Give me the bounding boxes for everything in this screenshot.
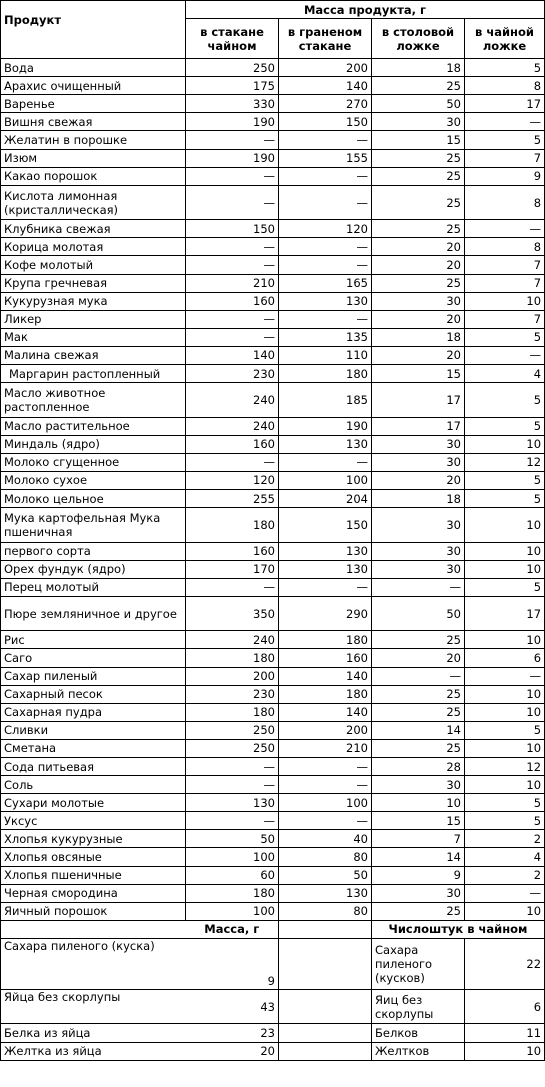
product-name-cell: Желатин в порошке: [1, 131, 186, 149]
tablespoon-cell: 18: [372, 489, 465, 507]
faceted-glass-cell: 140: [279, 77, 372, 95]
product-name-cell: Сахарная пудра: [1, 703, 186, 721]
tea-glass-cell: 160: [186, 292, 279, 310]
tablespoon-cell: —: [372, 578, 465, 596]
teaspoon-cell: 10: [465, 508, 545, 543]
tablespoon-cell: 10: [372, 794, 465, 812]
tea-glass-cell: —: [186, 185, 279, 220]
product-name-cell: Кислота лимонная (кристаллическая): [1, 185, 186, 220]
table-row: [1, 471, 545, 489]
product-name-cell: Молоко цельное: [1, 489, 186, 507]
piece-mass: 23: [186, 1024, 279, 1042]
faceted-glass-cell: 290: [279, 596, 372, 631]
teaspoon-cell: 5: [465, 471, 545, 489]
faceted-glass-cell: 40: [279, 830, 372, 848]
tablespoon-cell: —: [372, 667, 465, 685]
tablespoon-cell: 50: [372, 596, 465, 631]
faceted-glass-cell: 120: [279, 220, 372, 238]
faceted-glass-cell: 130: [279, 542, 372, 560]
faceted-glass-cell: 180: [279, 685, 372, 703]
tea-glass-cell: 240: [186, 417, 279, 435]
table-row: [1, 560, 545, 578]
piece-mass: 9: [186, 938, 279, 989]
tablespoon-cell: 25: [372, 167, 465, 185]
product-name-cell: Соль: [1, 776, 186, 794]
piece-count: 6: [465, 989, 545, 1024]
tea-glass-cell: —: [186, 167, 279, 185]
tea-glass-cell: —: [186, 758, 279, 776]
faceted-glass-cell: —: [279, 131, 372, 149]
pieces-blank: [1, 920, 186, 938]
piece-name: Яйца без скорлупы: [1, 989, 186, 1024]
tablespoon-cell: 30: [372, 508, 465, 543]
tablespoon-cell: 7: [372, 830, 465, 848]
tablespoon-cell: 25: [372, 149, 465, 167]
table-row: [1, 417, 545, 435]
table-row: [1, 435, 545, 453]
teaspoon-cell: 5: [465, 794, 545, 812]
teaspoon-cell: 5: [465, 328, 545, 346]
teaspoon-cell: 4: [465, 848, 545, 866]
tablespoon-cell: 20: [372, 256, 465, 274]
tea-glass-cell: —: [186, 453, 279, 471]
tea-glass-cell: 180: [186, 649, 279, 667]
product-name-cell: Хлопья пшеничные: [1, 866, 186, 884]
table-row: [1, 113, 545, 131]
teaspoon-cell: 5: [465, 417, 545, 435]
product-name-cell: Сметана: [1, 739, 186, 757]
tablespoon-cell: 25: [372, 685, 465, 703]
teaspoon-cell: 10: [465, 739, 545, 757]
faceted-glass-cell: 185: [279, 383, 372, 418]
column-header-tea-glass: в стакане чайном: [186, 19, 279, 59]
table-row: [1, 256, 545, 274]
tea-glass-cell: —: [186, 238, 279, 256]
tablespoon-cell: 25: [372, 703, 465, 721]
tea-glass-cell: 130: [186, 794, 279, 812]
table-row: [1, 185, 545, 220]
tablespoon-cell: 17: [372, 417, 465, 435]
tea-glass-cell: 240: [186, 631, 279, 649]
table-row: [1, 596, 545, 631]
product-name-cell: Клубника свежая: [1, 220, 186, 238]
tablespoon-cell: 17: [372, 383, 465, 418]
faceted-glass-cell: 80: [279, 848, 372, 866]
teaspoon-cell: 17: [465, 95, 545, 113]
tea-glass-cell: 190: [186, 113, 279, 131]
faceted-glass-cell: 200: [279, 721, 372, 739]
tea-glass-cell: 240: [186, 383, 279, 418]
table-row: [1, 631, 545, 649]
faceted-glass-cell: 135: [279, 328, 372, 346]
tea-glass-cell: —: [186, 131, 279, 149]
faceted-glass-cell: 110: [279, 346, 372, 364]
piece-name: Желтка из яйца: [1, 1042, 186, 1060]
product-name-cell: Сливки: [1, 721, 186, 739]
faceted-glass-cell: 165: [279, 274, 372, 292]
tablespoon-cell: 15: [372, 812, 465, 830]
pieces-spacer: [279, 938, 372, 989]
product-name-cell: Масло животное растопленное: [1, 383, 186, 418]
table-row: [1, 365, 545, 383]
teaspoon-cell: 7: [465, 149, 545, 167]
teaspoon-cell: 7: [465, 310, 545, 328]
table-row: [1, 508, 545, 543]
tea-glass-cell: 230: [186, 685, 279, 703]
table-row: [1, 649, 545, 667]
faceted-glass-cell: —: [279, 256, 372, 274]
product-name-cell: Уксус: [1, 812, 186, 830]
faceted-glass-cell: 80: [279, 902, 372, 920]
teaspoon-cell: 5: [465, 721, 545, 739]
tea-glass-cell: 175: [186, 77, 279, 95]
teaspoon-cell: 5: [465, 578, 545, 596]
tea-glass-cell: 210: [186, 274, 279, 292]
faceted-glass-cell: 160: [279, 649, 372, 667]
table-row: [1, 902, 545, 920]
tea-glass-cell: 140: [186, 346, 279, 364]
faceted-glass-cell: 210: [279, 739, 372, 757]
faceted-glass-cell: —: [279, 185, 372, 220]
faceted-glass-cell: 190: [279, 417, 372, 435]
faceted-glass-cell: 155: [279, 149, 372, 167]
table-row: [1, 830, 545, 848]
piece-count-name: Яиц без скорлупы: [372, 989, 465, 1024]
faceted-glass-cell: 140: [279, 667, 372, 685]
tablespoon-cell: 30: [372, 776, 465, 794]
tablespoon-cell: 30: [372, 884, 465, 902]
piece-mass: 43: [186, 989, 279, 1024]
table-row: [1, 884, 545, 902]
tablespoon-cell: 25: [372, 274, 465, 292]
tea-glass-cell: 350: [186, 596, 279, 631]
product-name-cell: Кофе молотый: [1, 256, 186, 274]
teaspoon-cell: 7: [465, 256, 545, 274]
product-name-cell: Черная смородина: [1, 884, 186, 902]
teaspoon-cell: —: [465, 220, 545, 238]
faceted-glass-cell: 150: [279, 113, 372, 131]
teaspoon-cell: 2: [465, 830, 545, 848]
tablespoon-cell: 25: [372, 185, 465, 220]
faceted-glass-cell: 130: [279, 435, 372, 453]
teaspoon-cell: 7: [465, 274, 545, 292]
teaspoon-cell: 9: [465, 167, 545, 185]
table-row: [1, 848, 545, 866]
table-row: [1, 274, 545, 292]
table-row: [1, 776, 545, 794]
table-row: [1, 489, 545, 507]
tea-glass-cell: 180: [186, 884, 279, 902]
faceted-glass-cell: 180: [279, 365, 372, 383]
piece-count-name: Белков: [372, 1024, 465, 1042]
teaspoon-cell: 8: [465, 238, 545, 256]
product-name-cell: Сода питьевая: [1, 758, 186, 776]
product-name-cell: Малина свежая: [1, 346, 186, 364]
table-row: [1, 167, 545, 185]
teaspoon-cell: 5: [465, 812, 545, 830]
product-name-cell: Арахис очищенный: [1, 77, 186, 95]
tea-glass-cell: 250: [186, 59, 279, 77]
tea-glass-cell: 160: [186, 542, 279, 560]
faceted-glass-cell: —: [279, 578, 372, 596]
tea-glass-cell: —: [186, 776, 279, 794]
faceted-glass-cell: 130: [279, 884, 372, 902]
tea-glass-cell: 60: [186, 866, 279, 884]
product-name-cell: Вишня свежая: [1, 113, 186, 131]
teaspoon-cell: 10: [465, 902, 545, 920]
tablespoon-cell: 30: [372, 453, 465, 471]
product-name-cell: Масло растительное: [1, 417, 186, 435]
pieces-spacer: [279, 989, 372, 1024]
faceted-glass-cell: 150: [279, 508, 372, 543]
faceted-glass-cell: 204: [279, 489, 372, 507]
teaspoon-cell: —: [465, 113, 545, 131]
product-name-cell: Вода: [1, 59, 186, 77]
product-name-cell: Сахарный песок: [1, 685, 186, 703]
faceted-glass-cell: —: [279, 776, 372, 794]
teaspoon-cell: 10: [465, 292, 545, 310]
table-row: [1, 578, 545, 596]
product-name-cell: Яичный порошок: [1, 902, 186, 920]
table-row: [1, 739, 545, 757]
product-name-cell: Хлопья овсяные: [1, 848, 186, 866]
table-row: [1, 310, 545, 328]
teaspoon-cell: 10: [465, 435, 545, 453]
tablespoon-cell: 25: [372, 902, 465, 920]
tea-glass-cell: 180: [186, 703, 279, 721]
tablespoon-cell: 30: [372, 113, 465, 131]
table-row: [1, 758, 545, 776]
tea-glass-cell: 250: [186, 721, 279, 739]
tablespoon-cell: 15: [372, 131, 465, 149]
table-row: [1, 453, 545, 471]
teaspoon-cell: 12: [465, 453, 545, 471]
piece-count: 10: [465, 1042, 545, 1060]
table-row: [1, 149, 545, 167]
teaspoon-cell: 5: [465, 383, 545, 418]
faceted-glass-cell: —: [279, 812, 372, 830]
product-name-cell: Орех фундук (ядро): [1, 560, 186, 578]
table-row: [1, 794, 545, 812]
table-body: [1, 59, 545, 921]
tablespoon-cell: 50: [372, 95, 465, 113]
pieces-spacer: [279, 1024, 372, 1042]
product-name-cell: Перец молотый: [1, 578, 186, 596]
table-row: [1, 292, 545, 310]
table-row: [1, 328, 545, 346]
table-row: [1, 95, 545, 113]
product-name-cell: Крупа гречневая: [1, 274, 186, 292]
teaspoon-cell: 8: [465, 77, 545, 95]
teaspoon-cell: 10: [465, 703, 545, 721]
teaspoon-cell: 10: [465, 776, 545, 794]
faceted-glass-cell: —: [279, 167, 372, 185]
teaspoon-cell: 10: [465, 685, 545, 703]
tea-glass-cell: 160: [186, 435, 279, 453]
faceted-glass-cell: 130: [279, 292, 372, 310]
tea-glass-cell: 200: [186, 667, 279, 685]
teaspoon-cell: 5: [465, 489, 545, 507]
product-name-cell: Сухари молотые: [1, 794, 186, 812]
tea-glass-cell: —: [186, 310, 279, 328]
piece-count-name: Желтков: [372, 1042, 465, 1060]
tablespoon-cell: 25: [372, 220, 465, 238]
table-row: [1, 346, 545, 364]
table-row: [1, 703, 545, 721]
tea-glass-cell: 180: [186, 508, 279, 543]
teaspoon-cell: 2: [465, 866, 545, 884]
product-name-cell: Мука картофельная Мука пшеничная: [1, 508, 186, 543]
pieces-spacer: [279, 1042, 372, 1060]
tablespoon-cell: 25: [372, 631, 465, 649]
tea-glass-cell: —: [186, 578, 279, 596]
faceted-glass-cell: 200: [279, 59, 372, 77]
piece-mass: 20: [186, 1042, 279, 1060]
product-name-cell: Саго: [1, 649, 186, 667]
table-row: [1, 59, 545, 77]
tablespoon-cell: 20: [372, 310, 465, 328]
faceted-glass-cell: —: [279, 310, 372, 328]
teaspoon-cell: 17: [465, 596, 545, 631]
product-name-cell: Какао порошок: [1, 167, 186, 185]
tea-glass-cell: 120: [186, 471, 279, 489]
tablespoon-cell: 20: [372, 649, 465, 667]
tea-glass-cell: 250: [186, 739, 279, 757]
product-name-cell: Варенье: [1, 95, 186, 113]
table-row: [1, 685, 545, 703]
tea-glass-cell: 150: [186, 220, 279, 238]
tea-glass-cell: 255: [186, 489, 279, 507]
tablespoon-cell: 18: [372, 328, 465, 346]
teaspoon-cell: 10: [465, 542, 545, 560]
tea-glass-cell: 170: [186, 560, 279, 578]
teaspoon-cell: 10: [465, 560, 545, 578]
product-name-cell: Молоко сухое: [1, 471, 186, 489]
teaspoon-cell: —: [465, 884, 545, 902]
product-name-cell: Маргарин растопленный: [1, 365, 186, 383]
tablespoon-cell: 15: [372, 365, 465, 383]
faceted-glass-cell: 100: [279, 471, 372, 489]
tea-glass-cell: 330: [186, 95, 279, 113]
table-row: [1, 77, 545, 95]
product-name-cell: Корица молотая: [1, 238, 186, 256]
tea-glass-cell: 50: [186, 830, 279, 848]
product-name-cell: Молоко сгущенное: [1, 453, 186, 471]
count-header: Числоштук в чайном: [372, 920, 545, 938]
tablespoon-cell: 30: [372, 542, 465, 560]
teaspoon-cell: —: [465, 667, 545, 685]
tablespoon-cell: 18: [372, 59, 465, 77]
product-name-cell: Миндаль (ядро): [1, 435, 186, 453]
mass-header: Масса, г: [186, 920, 279, 938]
tea-glass-cell: 100: [186, 848, 279, 866]
teaspoon-cell: —: [465, 346, 545, 364]
tea-glass-cell: 190: [186, 149, 279, 167]
table-row: [1, 238, 545, 256]
tea-glass-cell: 100: [186, 902, 279, 920]
faceted-glass-cell: 180: [279, 631, 372, 649]
faceted-glass-cell: 100: [279, 794, 372, 812]
teaspoon-cell: 5: [465, 131, 545, 149]
table-row: [1, 667, 545, 685]
mass-group-header: Масса продукта, г: [186, 1, 545, 19]
product-name-cell: Кукурузная мука: [1, 292, 186, 310]
product-name-cell: Пюре земляничное и другое: [1, 596, 186, 631]
product-name-cell: Рис: [1, 631, 186, 649]
column-header-faceted-glass: в граненом стакане: [279, 19, 372, 59]
faceted-glass-cell: 50: [279, 866, 372, 884]
product-name-cell: Ликер: [1, 310, 186, 328]
product-name-cell: Мак: [1, 328, 186, 346]
piece-count: 22: [465, 938, 545, 989]
tablespoon-cell: 20: [372, 238, 465, 256]
faceted-glass-cell: —: [279, 238, 372, 256]
tablespoon-cell: 28: [372, 758, 465, 776]
pieces-section: [1, 920, 545, 1060]
table-row: [1, 131, 545, 149]
piece-name: Сахара пиленого (куска): [1, 938, 186, 989]
tea-glass-cell: —: [186, 256, 279, 274]
piece-count-name: Сахара пиленого (кусков): [372, 938, 465, 989]
product-name-cell: Изюм: [1, 149, 186, 167]
tablespoon-cell: 25: [372, 739, 465, 757]
tablespoon-cell: 30: [372, 292, 465, 310]
table-row: [1, 721, 545, 739]
teaspoon-cell: 12: [465, 758, 545, 776]
teaspoon-cell: 10: [465, 631, 545, 649]
table-row: [1, 866, 545, 884]
tablespoon-cell: 30: [372, 435, 465, 453]
tablespoon-cell: 25: [372, 77, 465, 95]
column-header-tablespoon: в столовой ложке: [372, 19, 465, 59]
tablespoon-cell: 20: [372, 346, 465, 364]
table-row: [1, 383, 545, 418]
piece-count: 11: [465, 1024, 545, 1042]
tablespoon-cell: 30: [372, 560, 465, 578]
product-header: Продукт: [1, 1, 186, 59]
tablespoon-cell: 14: [372, 721, 465, 739]
product-name-cell: Сахар пиленый: [1, 667, 186, 685]
product-name-cell: Хлопья кукурузные: [1, 830, 186, 848]
table-row: [1, 220, 545, 238]
pieces-spacer: [279, 920, 372, 938]
table-row: [1, 542, 545, 560]
product-name-cell: первого сорта: [1, 542, 186, 560]
faceted-glass-cell: 140: [279, 703, 372, 721]
tea-glass-cell: —: [186, 812, 279, 830]
faceted-glass-cell: 130: [279, 560, 372, 578]
tea-glass-cell: —: [186, 328, 279, 346]
faceted-glass-cell: —: [279, 758, 372, 776]
tablespoon-cell: 9: [372, 866, 465, 884]
tablespoon-cell: 20: [372, 471, 465, 489]
teaspoon-cell: 8: [465, 185, 545, 220]
teaspoon-cell: 6: [465, 649, 545, 667]
faceted-glass-cell: —: [279, 453, 372, 471]
table-row: [1, 812, 545, 830]
tea-glass-cell: 230: [186, 365, 279, 383]
faceted-glass-cell: 270: [279, 95, 372, 113]
teaspoon-cell: 5: [465, 59, 545, 77]
teaspoon-cell: 4: [465, 365, 545, 383]
tablespoon-cell: 14: [372, 848, 465, 866]
piece-name: Белка из яйца: [1, 1024, 186, 1042]
column-header-teaspoon: в чайной ложке: [465, 19, 545, 59]
